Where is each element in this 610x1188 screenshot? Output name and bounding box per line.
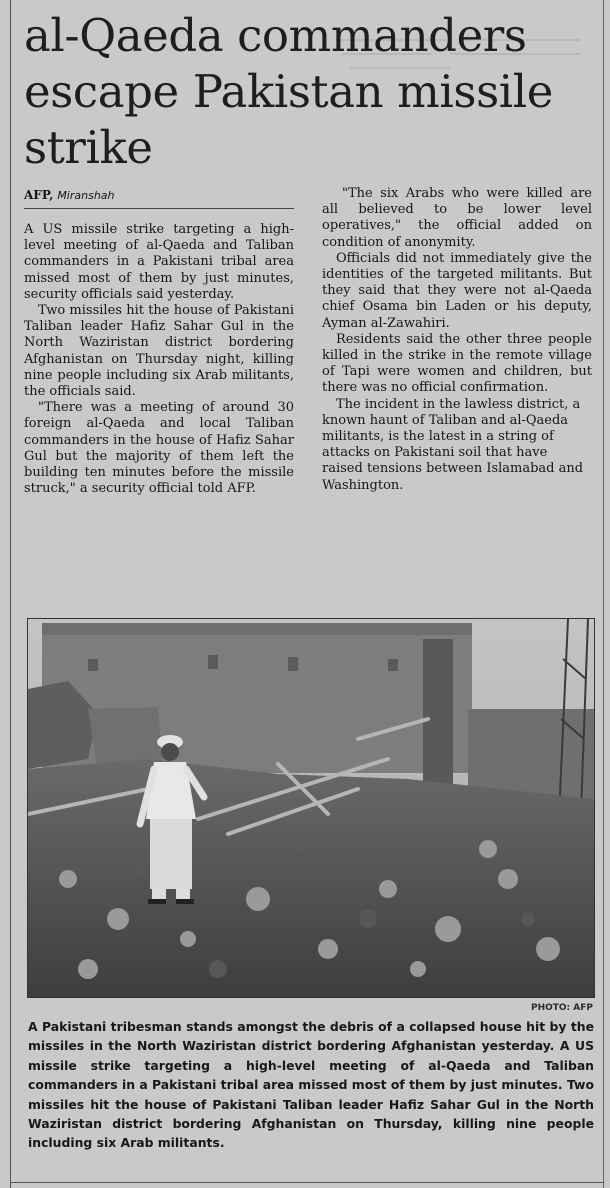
left-column-rule [10,0,11,1188]
paragraph: "The six Arabs who were killed are all believed to be lower level operatives," the official added on condition of anonymity. [322,186,592,250]
paragraph: The incident in the lawless district, a known haunt of Taliban and al-Qaeda militants, is the latest in a string of attacks on Pakistani soil that have raised tensions between Islamabad and Washington. [322,396,584,493]
bottom-rule [10,1182,604,1183]
article-column-2 [322,186,592,494]
article-headline: al-Qaeda commanders escape Pakistan missile strike [24,9,553,174]
byline-agency: AFP, [24,188,54,202]
paragraph: A US missile strike targeting a high-level meeting of al-Qaeda and Taliban commanders in a Pakistani tribal area missed most of them by just minutes, security officials said yesterday. [24,222,294,302]
paragraph: Two missiles hit the house of Pakistani Taliban leader Hafiz Sahar Gul in the North Waziristan district bordering Afghanistan on Thursday night, killing nine people including six Arab militants, the officials said. [24,303,294,400]
byline [24,187,294,209]
byline-location: Miranshah [57,189,115,202]
news-photo [27,618,595,998]
rubble-scene-illustration [28,619,594,997]
paragraph: Officials did not immediately give the identities of the targeted militants. But they said that they were not al-Qaeda chief Osama bin Laden or his deputy, Ayman al-Zawahiri. [322,250,592,331]
paragraph: Residents said the other three people killed in the strike in the remote village of Tapi were women and children, but there was no official confirmation. [322,331,592,396]
article-column-1 [24,222,294,497]
right-column-rule [603,0,604,1188]
photo-credit: PHOTO: AFP [530,1003,593,1013]
photo-caption: A Pakistani tribesman stands amongst the debris of a collapsed house hit by the missiles in the North Waziristan district bordering Afghanistan yesterday. A US missile strike targeting a high-level meeting of al-Qaeda and Taliban commanders in a Pakistani tribal area missed most of them by just minutes. Two missiles hit the house of Pakistani Taliban leader Hafiz Sahar Gul in the North Waziristan district bordering Afghanistan on Thursday, killing nine people including six Arab militants. [28,1019,594,1151]
paragraph: "There was a meeting of around 30 foreign al-Qaeda and local Taliban commanders in the house of Hafiz Sahar Gul but the majority of them left the building ten minutes before the missile struck," a security official told AFP. [24,400,294,497]
